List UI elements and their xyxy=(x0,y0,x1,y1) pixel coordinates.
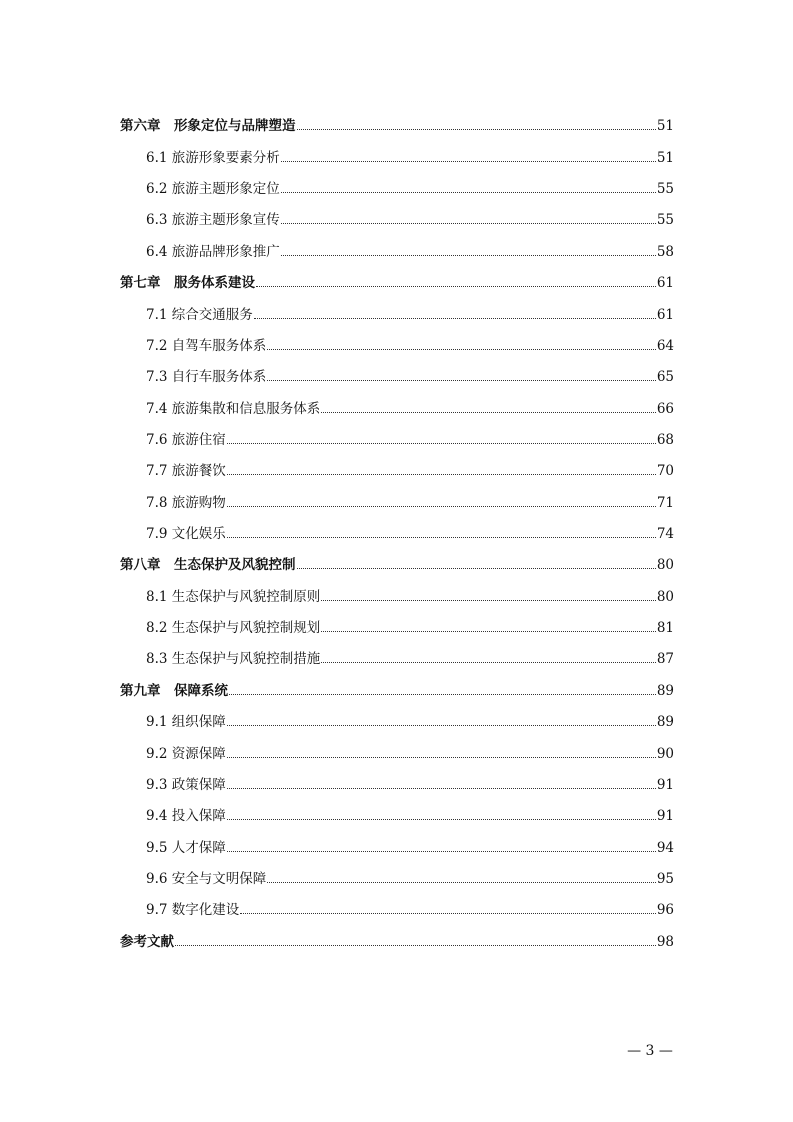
toc-entry-page-number: 55 xyxy=(656,181,674,198)
toc-chapter-entry[interactable] xyxy=(120,918,674,949)
dot-leader xyxy=(321,412,656,413)
toc-entry-page-number: 89 xyxy=(656,682,674,699)
toc-entry-title: 7.8 旅游购物 xyxy=(146,494,226,511)
toc-entry-page-number: 58 xyxy=(656,243,674,260)
dot-leader xyxy=(267,882,656,883)
toc-entry-page-number: 74 xyxy=(656,526,674,543)
toc-entry-title: 9.7 数字化建设 xyxy=(146,902,240,919)
toc-section-entry[interactable] xyxy=(120,699,674,730)
toc-section-entry[interactable] xyxy=(120,479,674,510)
dot-leader xyxy=(297,129,656,130)
toc-entry-title: 7.1 综合交通服务 xyxy=(146,306,253,323)
toc-entry-title: 6.2 旅游主题形象定位 xyxy=(146,181,280,198)
toc-entry-page-number: 61 xyxy=(656,275,674,292)
toc-entry-page-number: 51 xyxy=(656,118,674,135)
toc-chapter-entry[interactable] xyxy=(120,103,674,134)
toc-entry-title: 7.7 旅游餐饮 xyxy=(146,463,226,480)
dot-leader xyxy=(227,537,656,538)
toc-section-entry[interactable] xyxy=(120,511,674,542)
toc-entry-page-number: 89 xyxy=(656,714,674,731)
toc-chapter-entry[interactable] xyxy=(120,667,674,698)
toc-entry-page-number: 87 xyxy=(656,651,674,668)
toc-section-entry[interactable] xyxy=(120,197,674,228)
toc-entry-title: 6.4 旅游品牌形象推广 xyxy=(146,243,280,260)
dot-leader xyxy=(256,286,656,287)
toc-entry-page-number: 95 xyxy=(656,870,674,887)
toc-entry-title: 9.3 政策保障 xyxy=(146,776,226,793)
toc-entry-page-number: 91 xyxy=(656,776,674,793)
dot-leader xyxy=(321,662,656,663)
toc-entry-page-number: 80 xyxy=(656,588,674,605)
toc-section-entry[interactable] xyxy=(120,291,674,322)
toc-section-entry[interactable] xyxy=(120,793,674,824)
toc-entry-title: 9.5 人才保障 xyxy=(146,839,226,856)
table-of-contents xyxy=(120,103,674,950)
toc-section-entry[interactable] xyxy=(120,636,674,667)
page-number-footer: — 3 — xyxy=(627,1043,673,1059)
toc-section-entry[interactable] xyxy=(120,887,674,918)
toc-entry-title: 8.2 生态保护与风貌控制规划 xyxy=(146,620,321,637)
toc-entry-page-number: 51 xyxy=(656,149,674,166)
toc-entry-page-number: 81 xyxy=(656,620,674,637)
toc-section-entry[interactable] xyxy=(120,134,674,165)
toc-entry-title: 第七章 服务体系建设 xyxy=(120,275,255,292)
dot-leader xyxy=(321,631,656,632)
dot-leader xyxy=(297,568,656,569)
dot-leader xyxy=(227,506,656,507)
toc-section-entry[interactable] xyxy=(120,354,674,385)
toc-entry-page-number: 68 xyxy=(656,431,674,448)
dot-leader xyxy=(227,474,656,475)
toc-section-entry[interactable] xyxy=(120,448,674,479)
dot-leader xyxy=(227,819,656,820)
toc-entry-title: 8.1 生态保护与风貌控制原则 xyxy=(146,588,321,605)
dot-leader xyxy=(229,694,656,695)
dot-leader xyxy=(227,788,656,789)
toc-entry-title: 9.1 组织保障 xyxy=(146,714,226,731)
toc-entry-title: 7.3 自行车服务体系 xyxy=(146,369,267,386)
toc-entry-title: 6.1 旅游形象要素分析 xyxy=(146,149,280,166)
toc-entry-title: 第九章 保障系统 xyxy=(120,682,228,699)
toc-entry-page-number: 64 xyxy=(656,337,674,354)
toc-entry-page-number: 65 xyxy=(656,369,674,386)
toc-entry-page-number: 96 xyxy=(656,902,674,919)
toc-section-entry[interactable] xyxy=(120,166,674,197)
toc-entry-title: 9.2 资源保障 xyxy=(146,745,226,762)
dot-leader xyxy=(227,725,656,726)
toc-section-entry[interactable] xyxy=(120,323,674,354)
toc-entry-page-number: 91 xyxy=(656,808,674,825)
toc-entry-page-number: 94 xyxy=(656,839,674,856)
toc-entry-page-number: 66 xyxy=(656,400,674,417)
toc-chapter-entry[interactable] xyxy=(120,542,674,573)
dot-leader xyxy=(281,223,656,224)
toc-section-entry[interactable] xyxy=(120,856,674,887)
toc-chapter-entry[interactable] xyxy=(120,260,674,291)
toc-entry-page-number: 80 xyxy=(656,557,674,574)
toc-section-entry[interactable] xyxy=(120,730,674,761)
toc-entry-title: 8.3 生态保护与风貌控制措施 xyxy=(146,651,321,668)
toc-entry-title: 7.6 旅游住宿 xyxy=(146,431,226,448)
toc-entry-page-number: 71 xyxy=(656,494,674,511)
dot-leader xyxy=(240,913,656,914)
toc-section-entry[interactable] xyxy=(120,417,674,448)
toc-section-entry[interactable] xyxy=(120,762,674,793)
toc-section-entry[interactable] xyxy=(120,824,674,855)
toc-entry-title: 9.6 安全与文明保障 xyxy=(146,870,267,887)
dot-leader xyxy=(175,945,656,946)
dot-leader xyxy=(267,349,656,350)
toc-section-entry[interactable] xyxy=(120,605,674,636)
toc-entry-page-number: 61 xyxy=(656,306,674,323)
dot-leader xyxy=(254,318,656,319)
dot-leader xyxy=(267,380,656,381)
dot-leader xyxy=(281,161,656,162)
toc-entry-title: 7.4 旅游集散和信息服务体系 xyxy=(146,400,321,417)
dot-leader xyxy=(321,600,656,601)
toc-entry-page-number: 70 xyxy=(656,463,674,480)
toc-section-entry[interactable] xyxy=(120,228,674,259)
toc-entry-page-number: 90 xyxy=(656,745,674,762)
toc-entry-title: 6.3 旅游主题形象宣传 xyxy=(146,212,280,229)
toc-entry-title: 7.2 自驾车服务体系 xyxy=(146,337,267,354)
toc-entry-title: 参考文献 xyxy=(120,933,174,950)
dot-leader xyxy=(227,443,656,444)
dot-leader xyxy=(227,851,656,852)
toc-section-entry[interactable] xyxy=(120,573,674,604)
toc-entry-page-number: 98 xyxy=(656,933,674,950)
dot-leader xyxy=(281,255,656,256)
toc-entry-title: 第八章 生态保护及风貌控制 xyxy=(120,557,296,574)
dot-leader xyxy=(281,192,656,193)
toc-entry-title: 9.4 投入保障 xyxy=(146,808,226,825)
toc-entry-title: 第六章 形象定位与品牌塑造 xyxy=(120,118,296,135)
toc-entry-page-number: 55 xyxy=(656,212,674,229)
toc-entry-title: 7.9 文化娱乐 xyxy=(146,526,226,543)
toc-section-entry[interactable] xyxy=(120,385,674,416)
dot-leader xyxy=(227,757,656,758)
